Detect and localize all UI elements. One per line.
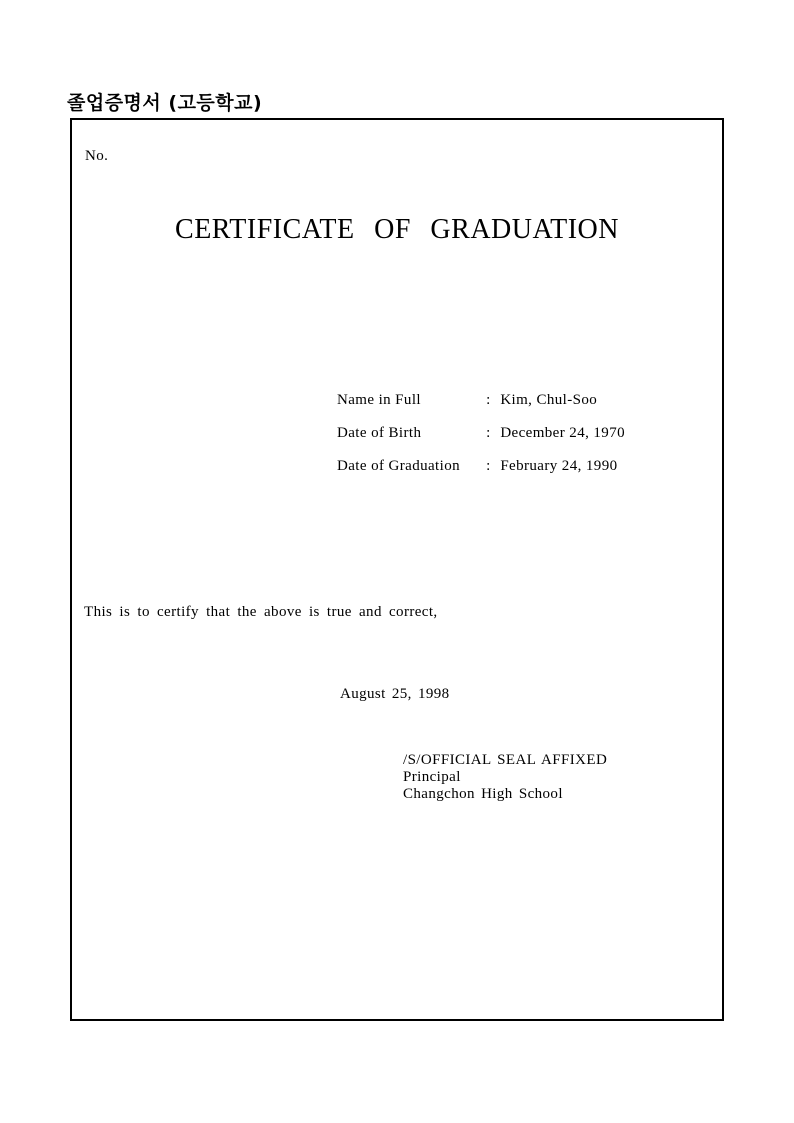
- signer-title-line: Principal: [403, 769, 461, 785]
- certification-statement: This is to certify that the above is true and correct,: [84, 604, 438, 620]
- official-seal-line: /S/OFFICIAL SEAL AFFIXED: [403, 752, 608, 768]
- certificate-title: CERTIFICATE OF GRADUATION: [175, 214, 619, 245]
- field-label-date-of-graduation: Date of Graduation: [337, 458, 460, 474]
- field-value-date-of-graduation: February 24, 1990: [500, 458, 618, 474]
- issue-date: August 25, 1998: [340, 686, 450, 702]
- field-row-name-in-full: [337, 392, 625, 425]
- field-label-date-of-birth: Date of Birth: [337, 425, 422, 441]
- document-type-header: 졸업증명서 (고등학교): [67, 92, 263, 114]
- field-label-name-in-full: Name in Full: [337, 392, 421, 408]
- field-separator: :: [486, 392, 491, 408]
- field-separator: :: [486, 458, 491, 474]
- school-name-line: Changchon High School: [403, 786, 563, 802]
- certificate-fields: [337, 392, 625, 491]
- certificate-border-box: [70, 118, 724, 1021]
- field-separator: :: [486, 425, 491, 441]
- field-row-date-of-graduation: [337, 458, 625, 491]
- certificate-number-label: No.: [85, 148, 109, 164]
- field-row-date-of-birth: [337, 425, 625, 458]
- field-value-name-in-full: Kim, Chul-Soo: [500, 392, 598, 408]
- signature-block: [403, 752, 607, 803]
- field-value-date-of-birth: December 24, 1970: [500, 425, 625, 441]
